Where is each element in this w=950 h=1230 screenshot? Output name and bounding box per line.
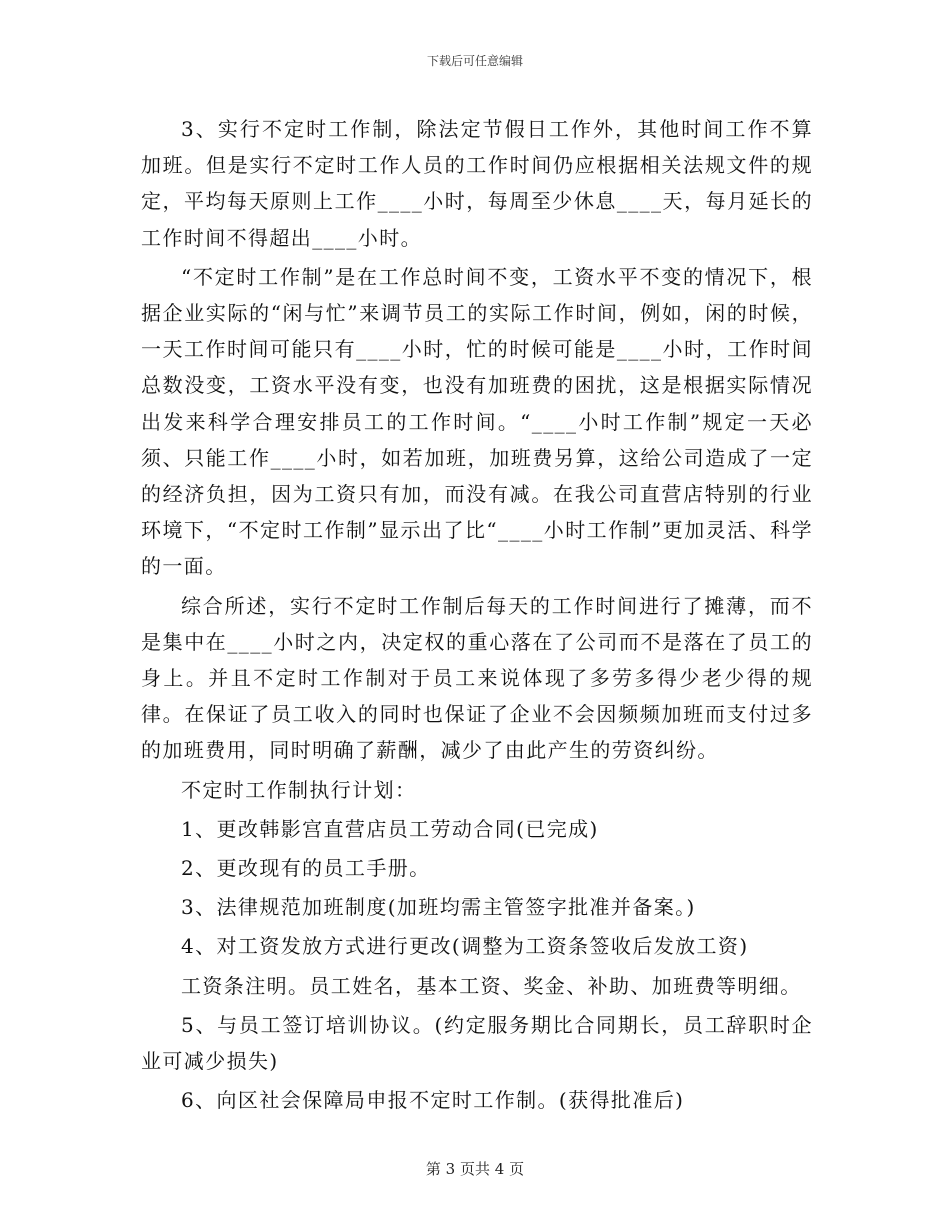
plan-item-3: 3、法律规范加班制度(加班均需主管签字批准并备案。): [181, 895, 696, 920]
document-body: [141, 111, 813, 1121]
plan-item-1: 1、更改韩影宫直营店员工劳动合同(已完成): [181, 816, 599, 841]
plan-item-4: 4、对工资发放方式进行更改(调整为工资条签收后发放工资): [181, 934, 749, 959]
page-number: 第 3 页共 4 页: [425, 1160, 525, 1178]
plan-item-6: 6、向区社会保障局申报不定时工作制。(获得批准后): [181, 1088, 685, 1113]
paragraph-rule-3: 3、实行不定时工作制，除法定节假日工作外，其他时间工作不算加班。但是实行不定时工作人员的工作时间仍应根据相关法规文件的规定，平均每天原则上工作____小时，每周至少休息____天，每月延长的工作时间不得超出____小时。: [141, 117, 813, 250]
plan-heading: 不定时工作制执行计划：: [181, 777, 417, 802]
page-header-note: 下载后可任意编辑: [426, 54, 523, 68]
plan-item-4-detail: 工资条注明。员工姓名，基本工资、奖金、补助、加班费等明细。: [181, 973, 802, 998]
plan-item-2: 2、更改现有的员工手册。: [181, 856, 431, 881]
paragraph-flexible-hours-explanation: “不定时工作制”是在工作总时间不变，工资水平不变的情况下，根据企业实际的“闲与忙”来调节员工的实际工作时间，例如，闲的时候，一天工作时间可能只有____小时，忙的时候可能是____小时，工作时间总数没变，工资水平没有变，也没有加班费的困扰，这是根据实际情况出发来科学合理安排员工的工作时间。“____小时工作制”规定一天必须、只能工作____小时，如若加班，加班费另算，这给公司造成了一定的经济负担，因为工资只有加，而没有减。在我公司直营店特别的行业环境下，“不定时工作制”显示出了比“____小时工作制”更加灵活、科学的一面。: [141, 264, 813, 579]
plan-item-5: 5、与员工签订培训协议。(约定服务期比合同期长，员工辞职时企业可减少损失): [141, 1012, 813, 1074]
paragraph-summary: 综合所述，实行不定时工作制后每天的工作时间进行了摊薄，而不是集中在____小时之内，决定权的重心落在了公司而不是落在了员工的身上。并且不定时工作制对于员工来说体现了多劳多得少老少得的规律。在保证了员工收入的同时也保证了企业不会因频频加班而支付过多的加班费用，同时明确了薪酬，减少了由此产生的劳资纠纷。: [141, 593, 813, 763]
